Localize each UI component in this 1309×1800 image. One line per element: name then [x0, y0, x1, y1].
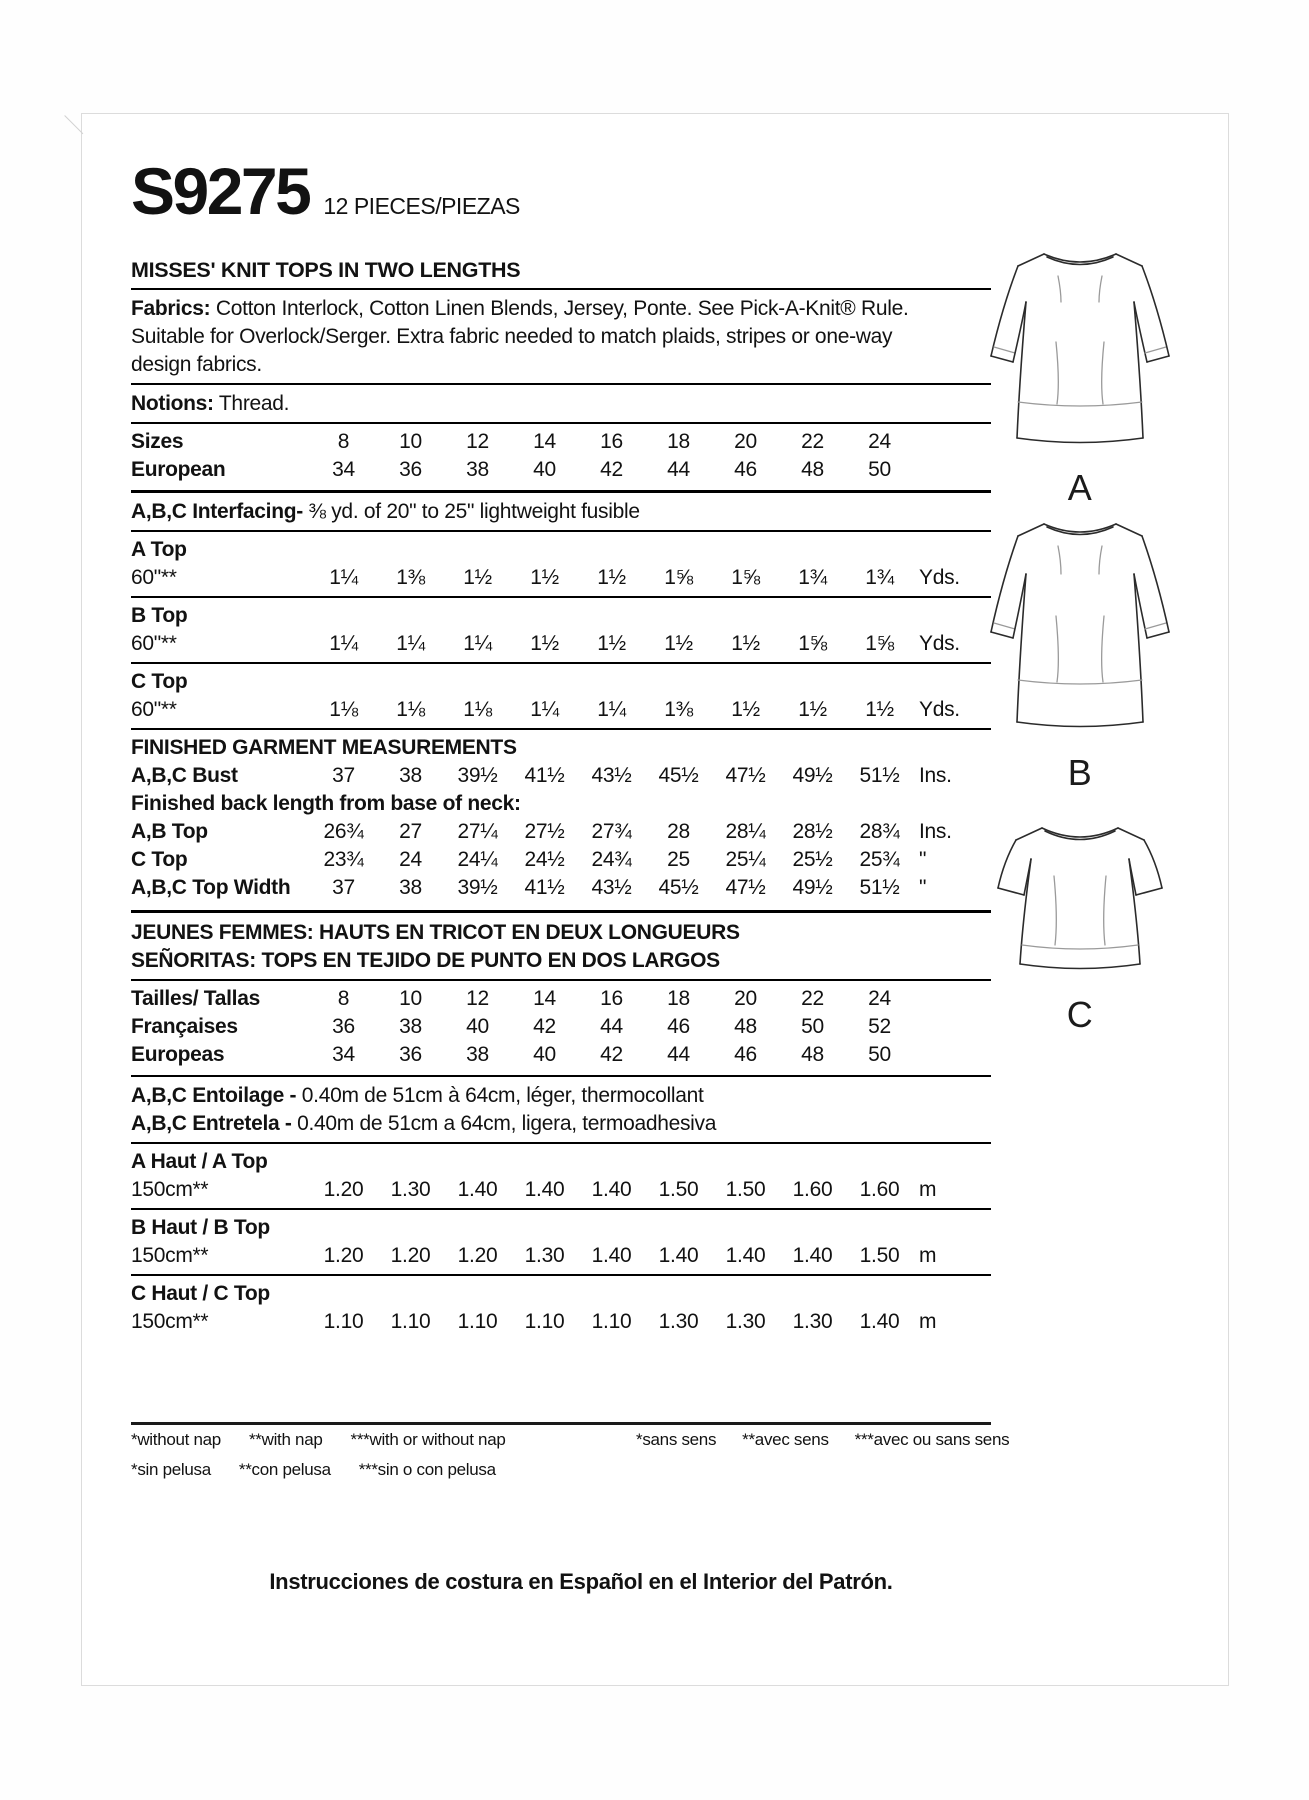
value-cell: 46 [734, 458, 757, 481]
value-cell: 1⅝ [664, 566, 693, 589]
value-cell: 44 [667, 1043, 690, 1066]
value-cell: 41½ [524, 764, 565, 787]
value-cell: 42 [600, 458, 623, 481]
table-row-yardage-b: 60"** 1¼ 1¼ 1¼ 1½ 1½ 1½ 1½ 1⅝ 1⅝ Yds. [131, 630, 1121, 658]
value-cell: 12 [466, 987, 489, 1010]
divider [131, 728, 991, 730]
value-cell: 1⅜ [664, 698, 693, 721]
value-cell: 1¼ [396, 632, 425, 655]
yardage-heading-c: C Top [131, 670, 188, 693]
value-cell: 1½ [798, 698, 827, 721]
value-cell: 22 [801, 987, 824, 1010]
foreign-heading-fr: JEUNES FEMMES: HAUTS EN TRICOT EN DEUX LONGUEURS [131, 921, 740, 944]
value-cell: 26¾ [323, 820, 364, 843]
value-cell: 14 [533, 987, 556, 1010]
value-cell: 1.30 [792, 1310, 833, 1333]
value-cell: 40 [533, 458, 556, 481]
value-cell: 1¾ [865, 566, 894, 589]
value-cell: 50 [801, 1015, 824, 1038]
value-cell: 47½ [725, 876, 766, 899]
divider [131, 530, 991, 532]
value-cell: ***sin o con pelusa [358, 1460, 496, 1479]
value-cell: 28¼ [725, 820, 766, 843]
value-cell: 52 [868, 1015, 891, 1038]
value-cell: 1.40 [524, 1178, 565, 1201]
divider [131, 979, 991, 981]
value-cell: 34 [332, 1043, 355, 1066]
value-cell: 24 [868, 987, 891, 1010]
value-cell: 48 [734, 1015, 757, 1038]
divider [131, 422, 991, 424]
value-cell: 1.40 [591, 1178, 632, 1201]
value-cell: 1½ [463, 566, 492, 589]
footnotes-french [636, 1425, 1009, 1455]
value-cell: 1⅝ [731, 566, 760, 589]
footnote-row-2 [131, 1455, 1121, 1485]
value-cell: 25¾ [859, 848, 900, 871]
value-cell: 1¼ [597, 698, 626, 721]
value-cell: 14 [533, 430, 556, 453]
value-cell: 24¾ [591, 848, 632, 871]
divider [131, 596, 991, 598]
value-cell: 12 [466, 430, 489, 453]
value-cell: 38 [466, 458, 489, 481]
value-cell: 36 [399, 458, 422, 481]
value-cell: 1.20 [323, 1178, 364, 1201]
value-cell: 25½ [792, 848, 833, 871]
value-cell: 25 [667, 848, 690, 871]
value-cell: 51½ [859, 764, 900, 787]
pattern-envelope-back [81, 113, 1229, 1686]
value-cell: 1¾ [798, 566, 827, 589]
value-cell: 1.10 [524, 1310, 565, 1333]
value-cell: 28¾ [859, 820, 900, 843]
value-cell: 36 [399, 1043, 422, 1066]
value-cell: 27¾ [591, 820, 632, 843]
entretela-label: A,B,C Entretela - [131, 1112, 292, 1135]
metric-heading-a: A Haut / A Top [131, 1150, 268, 1173]
value-cell: 18 [667, 430, 690, 453]
value-cell: 20 [734, 987, 757, 1010]
value-cell: 45½ [658, 876, 699, 899]
divider [131, 1274, 991, 1276]
table-row-yardage-c: 60"** 1⅛ 1⅛ 1⅛ 1¼ 1¼ 1⅜ 1½ 1½ 1½ Yds. [131, 696, 1121, 724]
value-cell: 1.20 [390, 1244, 431, 1267]
value-cell: 1.20 [323, 1244, 364, 1267]
value-cell: 1.10 [323, 1310, 364, 1333]
value-cell: 1.40 [792, 1244, 833, 1267]
value-cell: 49½ [792, 764, 833, 787]
page-title: MISSES' KNIT TOPS IN TWO LENGTHS [131, 258, 521, 282]
metric-heading-c: C Haut / C Top [131, 1282, 270, 1305]
value-cell: 1⅝ [798, 632, 827, 655]
back-length-heading: Finished back length from base of neck: [131, 792, 521, 815]
view-b-sketch [980, 512, 1180, 752]
yardage-heading-a: A Top [131, 538, 187, 561]
view-c-figure [970, 814, 1190, 1034]
value-cell: 1.40 [859, 1310, 900, 1333]
notions-label: Notions: [131, 392, 214, 415]
divider-heavy [131, 490, 991, 493]
table-row-top-width: A,B,C Top Width 37 38 39½ 41½ 43½ 45½ 47½ 49½ 51½ " [131, 874, 1121, 902]
value-cell: 40 [533, 1043, 556, 1066]
value-cell: **with nap [248, 1430, 323, 1449]
value-cell: 1.40 [591, 1244, 632, 1267]
value-cell: 1⅛ [329, 698, 358, 721]
fabrics-line-2: Suitable for Overlock/Serger. Extra fabric needed to match plaids, stripes or one-way [131, 325, 893, 348]
value-cell: 34 [332, 458, 355, 481]
value-cell: 1⅛ [463, 698, 492, 721]
value-cell: 1¼ [530, 698, 559, 721]
table-row-europeas: Europeas 34 36 38 40 42 44 46 48 50 [131, 1041, 1121, 1069]
value-cell: 49½ [792, 876, 833, 899]
value-cell: 41½ [524, 876, 565, 899]
interfacing-label: A,B,C Interfacing- [131, 500, 303, 523]
value-cell: 1½ [731, 632, 760, 655]
value-cell: 1½ [530, 566, 559, 589]
value-cell: 46 [734, 1043, 757, 1066]
value-cell: 1⅜ [396, 566, 425, 589]
value-cell: 1.60 [859, 1178, 900, 1201]
value-cell: 18 [667, 987, 690, 1010]
notions-line: Notions: Thread. [131, 392, 290, 415]
entoilage-label: A,B,C Entoilage - [131, 1084, 297, 1107]
value-cell: 37 [332, 764, 355, 787]
value-cell: 1⅝ [865, 632, 894, 655]
table-row-francaises: Françaises 36 38 40 42 44 46 48 50 52 [131, 1013, 1121, 1041]
value-cell: 38 [399, 876, 422, 899]
value-cell: 1.50 [725, 1178, 766, 1201]
finished-measurements-heading: FINISHED GARMENT MEASUREMENTS [131, 736, 517, 759]
header [131, 148, 1121, 234]
value-cell: 1.30 [524, 1244, 565, 1267]
value-cell: 44 [600, 1015, 623, 1038]
entoilage-lines: A,B,C Entoilage - 0.40m de 51cm à 64cm, léger, thermocollant A,B,C Entretela - 0.40m de 51cm a 64cm, ligera, termoadhesiva [131, 1084, 717, 1135]
footnotes-english [131, 1425, 506, 1455]
divider [131, 1075, 991, 1077]
table-row-back-length-ab: A,B Top 26¾ 27 27¼ 27½ 27¾ 28 28¼ 28½ 28¾ Ins. [131, 818, 1121, 846]
value-cell: 28 [667, 820, 690, 843]
view-c-label: C [1066, 994, 1094, 1035]
value-cell: 8 [337, 987, 350, 1010]
value-cell: **con pelusa [238, 1460, 331, 1479]
value-cell: *sin pelusa [131, 1460, 211, 1479]
footnotes-spanish [131, 1455, 496, 1485]
value-cell: 1.60 [792, 1178, 833, 1201]
value-cell: 24 [399, 848, 422, 871]
value-cell: 38 [466, 1043, 489, 1066]
footnote-row-1 [131, 1425, 1121, 1455]
value-cell: 1.50 [658, 1178, 699, 1201]
value-cell: 24¼ [457, 848, 498, 871]
table-row-metric-c: 150cm** 1.10 1.10 1.10 1.10 1.10 1.30 1.30 1.30 1.40 m [131, 1308, 1121, 1336]
table-row-yardage-a: 60"** 1¼ 1⅜ 1½ 1½ 1½ 1⅝ 1⅝ 1¾ 1¾ Yds. [131, 564, 1121, 592]
value-cell: 16 [600, 430, 623, 453]
divider [131, 288, 991, 290]
value-cell: 1½ [731, 698, 760, 721]
value-cell: 27½ [524, 820, 565, 843]
value-cell: 39½ [457, 876, 498, 899]
fabrics-label: Fabrics: [131, 297, 211, 320]
table-row-tailles: Tailles/ Tallas 8 10 12 14 16 18 20 22 24 [131, 985, 1121, 1013]
value-cell: 23¾ [323, 848, 364, 871]
yardage-heading-b: B Top [131, 604, 188, 627]
value-cell: 1.10 [591, 1310, 632, 1333]
value-cell: 51½ [859, 876, 900, 899]
value-cell: 24 [868, 430, 891, 453]
value-cell: 20 [734, 430, 757, 453]
value-cell: 42 [533, 1015, 556, 1038]
view-b-label: B [1067, 752, 1093, 793]
value-cell: 48 [801, 1043, 824, 1066]
value-cell: 50 [868, 1043, 891, 1066]
footnotes [131, 1422, 1121, 1485]
divider [131, 1208, 991, 1210]
value-cell: 10 [399, 430, 422, 453]
value-cell: 43½ [591, 876, 632, 899]
value-cell: 1.50 [859, 1244, 900, 1267]
pieces-count: 12 PIECES/PIEZAS [323, 193, 520, 219]
value-cell: 8 [337, 430, 350, 453]
value-cell: *without nap [131, 1430, 221, 1449]
value-cell: ***avec ou sans sens [854, 1430, 1010, 1449]
table-row-bust: A,B,C Bust 37 38 39½ 41½ 43½ 45½ 47½ 49½ 51½ Ins. [131, 762, 1121, 790]
value-cell: 1.40 [658, 1244, 699, 1267]
value-cell: 36 [332, 1015, 355, 1038]
value-cell: 1½ [597, 632, 626, 655]
view-a-figure [970, 242, 1190, 507]
interfacing-line: A,B,C Interfacing- ⅜ yd. of 20" to 25" lightweight fusible [131, 500, 640, 523]
pattern-number: S9275 [131, 154, 310, 228]
view-c-sketch [980, 814, 1180, 994]
value-cell: 43½ [591, 764, 632, 787]
value-cell: 50 [868, 458, 891, 481]
value-cell: 1.20 [457, 1244, 498, 1267]
view-a-sketch [980, 242, 1180, 467]
page-corner-curl [64, 97, 101, 134]
value-cell: 1.10 [390, 1310, 431, 1333]
table-row-back-length-c: C Top 23¾ 24 24¼ 24½ 24¾ 25 25¼ 25½ 25¾ " [131, 846, 1121, 874]
value-cell: 1½ [597, 566, 626, 589]
value-cell: 42 [600, 1043, 623, 1066]
value-cell: 1½ [664, 632, 693, 655]
metric-heading-b: B Haut / B Top [131, 1216, 270, 1239]
divider [131, 662, 991, 664]
value-cell: 1.30 [725, 1310, 766, 1333]
value-cell: 27¼ [457, 820, 498, 843]
view-a-label: A [1067, 467, 1093, 508]
value-cell: 46 [667, 1015, 690, 1038]
value-cell: 10 [399, 987, 422, 1010]
spanish-instructions-note: Instrucciones de costura en Español en el Interior del Patrón. [269, 1569, 893, 1594]
divider [131, 1142, 991, 1144]
value-cell: 39½ [457, 764, 498, 787]
value-cell: 24½ [524, 848, 565, 871]
value-cell: 22 [801, 430, 824, 453]
value-cell: 44 [667, 458, 690, 481]
value-cell: 38 [399, 1015, 422, 1038]
value-cell: 1.40 [725, 1244, 766, 1267]
value-cell: 48 [801, 458, 824, 481]
value-cell: 1½ [530, 632, 559, 655]
value-cell: 37 [332, 876, 355, 899]
value-cell: 1.40 [457, 1178, 498, 1201]
value-cell: 25¼ [725, 848, 766, 871]
value-cell: 1½ [865, 698, 894, 721]
view-b-figure [970, 512, 1190, 792]
value-cell: 45½ [658, 764, 699, 787]
value-cell: 1⅛ [396, 698, 425, 721]
value-cell: 47½ [725, 764, 766, 787]
value-cell: 1.10 [457, 1310, 498, 1333]
divider [131, 383, 991, 385]
foreign-heading-es: SEÑORITAS: TOPS EN TEJIDO DE PUNTO EN DOS LARGOS [131, 949, 720, 972]
value-cell: *sans sens [636, 1430, 717, 1449]
fabrics-line-3: design fabrics. [131, 353, 262, 376]
table-row-sizes: Sizes 8 10 12 14 16 18 20 22 24 [131, 428, 1121, 456]
value-cell: 38 [399, 764, 422, 787]
value-cell: 27 [399, 820, 422, 843]
fabrics-paragraph [131, 295, 1116, 379]
table-row-metric-a: 150cm** 1.20 1.30 1.40 1.40 1.40 1.50 1.50 1.60 1.60 m [131, 1176, 1121, 1204]
value-cell: 1.30 [658, 1310, 699, 1333]
table-row-metric-b: 150cm** 1.20 1.20 1.20 1.30 1.40 1.40 1.40 1.40 1.50 m [131, 1242, 1121, 1270]
value-cell: **avec sens [742, 1430, 829, 1449]
value-cell: 1¼ [329, 632, 358, 655]
value-cell: 16 [600, 987, 623, 1010]
table-row-european: European 34 36 38 40 42 44 46 48 50 [131, 456, 1121, 484]
fabrics-line-1: Fabrics: Cotton Interlock, Cotton Linen Blends, Jersey, Ponte. See Pick-A-Knit® Rule. [131, 297, 909, 320]
value-cell: 28½ [792, 820, 833, 843]
divider-heavy [131, 910, 991, 913]
value-cell: ***with or without nap [350, 1430, 506, 1449]
value-cell: 1¼ [329, 566, 358, 589]
value-cell: 40 [466, 1015, 489, 1038]
value-cell: 1.30 [390, 1178, 431, 1201]
value-cell: 1¼ [463, 632, 492, 655]
